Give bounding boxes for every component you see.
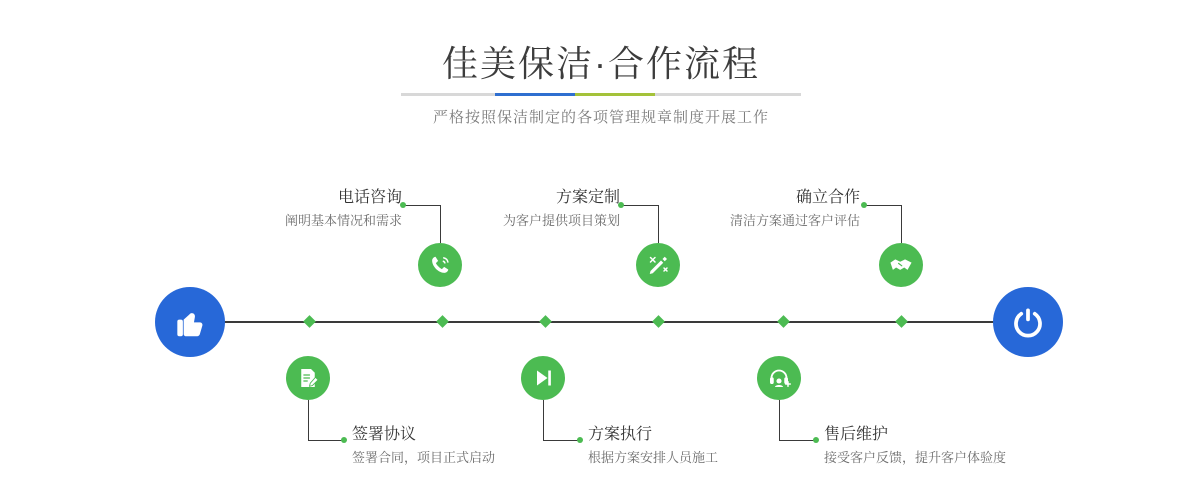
start-node: [155, 287, 225, 357]
step-desc: 根据方案安排人员施工: [588, 450, 719, 465]
step-title: 方案执行: [588, 426, 653, 443]
step-node-5: [879, 243, 923, 287]
connector-line: [623, 205, 659, 206]
connector-line: [543, 400, 544, 440]
connector-line: [779, 440, 815, 441]
axis-marker: [777, 315, 790, 328]
divider-segment-blue: [495, 93, 575, 96]
connector-line: [440, 205, 441, 243]
step-label-4: [588, 425, 718, 468]
connector-dot: [577, 437, 583, 443]
step-title: 签署协议: [352, 426, 417, 443]
axis-marker: [436, 315, 449, 328]
connector-line: [308, 400, 309, 440]
connector-line: [866, 205, 902, 206]
end-node: [993, 287, 1063, 357]
thumbs-up-icon: [171, 303, 209, 341]
customer-service-icon: [767, 366, 791, 390]
play-forward-icon: [531, 366, 555, 390]
step-node-3: [636, 243, 680, 287]
step-node-2: [286, 356, 330, 400]
step-label-3: [460, 188, 620, 231]
step-node-6: [757, 356, 801, 400]
divider-segment-green: [575, 93, 655, 96]
plan-pen-icon: [646, 253, 670, 277]
page-subtitle: 严格按照保洁制定的各项管理规章制度开展工作: [432, 109, 769, 126]
connector-line: [901, 205, 902, 243]
connector-line: [543, 440, 579, 441]
phone-call-icon: [428, 253, 452, 277]
step-title: 确立合作: [795, 189, 860, 206]
step-label-6: [824, 425, 1006, 468]
step-label-1: [252, 188, 402, 231]
power-icon: [1010, 304, 1046, 340]
title-divider: [401, 93, 801, 96]
axis-marker: [303, 315, 316, 328]
connector-dot: [813, 437, 819, 443]
axis-marker: [539, 315, 552, 328]
axis-marker: [652, 315, 665, 328]
connector-line: [779, 400, 780, 440]
step-label-2: [352, 425, 495, 468]
step-node-1: [418, 243, 462, 287]
step-desc: 签署合同，项目正式启动: [352, 450, 496, 465]
step-desc: 阐明基本情况和需求: [284, 213, 402, 228]
step-title: 方案定制: [555, 189, 620, 206]
step-node-4: [521, 356, 565, 400]
step-title: 售后维护: [824, 426, 889, 443]
step-desc: 接受客户反馈，提升客户体验度: [824, 450, 1007, 465]
step-title: 电话咨询: [337, 189, 402, 206]
connector-line: [308, 440, 344, 441]
connector-line: [405, 205, 441, 206]
step-desc: 清洁方案通过客户评估: [729, 213, 860, 228]
connector-dot: [861, 202, 867, 208]
connector-line: [658, 205, 659, 243]
handshake-icon: [888, 252, 914, 278]
document-edit-icon: [296, 366, 320, 390]
step-desc: 为客户提供项目策划: [502, 213, 620, 228]
page-title: 佳美保洁·合作流程: [442, 43, 760, 84]
axis-marker: [895, 315, 908, 328]
connector-dot: [341, 437, 347, 443]
step-label-5: [700, 188, 860, 231]
